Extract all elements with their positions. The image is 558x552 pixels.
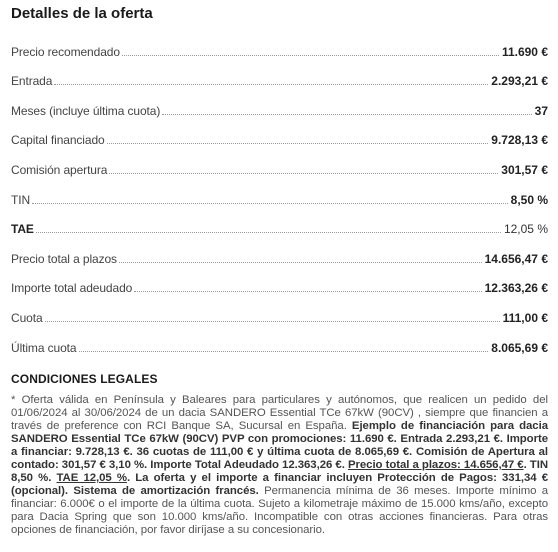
dotted-leader	[107, 143, 489, 144]
detail-label: Capital financiado	[11, 133, 105, 148]
detail-label: Comisión apertura	[11, 162, 108, 177]
dotted-leader	[162, 114, 531, 115]
legal-text-intro: * Oferta válida en Península y Baleares para particulares y autónomos, que realicen un pedido del 01/06/2024 al 30/06/2024 de un dacia SANDERO Essential TCe 67kW (90CV) , siempre que financien a través de preference con RCI Banque SA, Sucursal en España.	[11, 393, 548, 432]
legal-conditions-title: CONDICIONES LEGALES	[11, 371, 158, 386]
detail-value: 301,57 €	[501, 162, 548, 177]
detail-label: TAE	[11, 222, 34, 237]
detail-value: 111,00 €	[502, 310, 548, 325]
detail-row-meses	[11, 88, 548, 118]
dotted-leader	[54, 84, 488, 85]
detail-label: Cuota	[11, 310, 43, 325]
detail-label: Última cuota	[11, 340, 77, 355]
dotted-leader	[119, 262, 482, 263]
detail-value: 37	[534, 103, 548, 118]
detail-value: 12.363,26 €	[484, 281, 548, 296]
legal-text-conditions: Permanencia mínima de 36 meses. Importe mínimo a financiar: 6.000€ o el importe de la última cuota. Sujeto a kilometraje máximo de 15.000 kms/año, excepto para Dacia Spring que son 10.000 kms/año. Incompatible con otras acciones financieras. Para otras opciones de financiación, por favor diríjase a su concesionario.	[11, 485, 549, 537]
offer-title: Detalles de la oferta	[11, 5, 153, 22]
legal-financing-example: Ejemplo de financiación para dacia SANDERO Essential TCe 67kW (90CV) PVP con promociones: 11.690 €. Entrada 2.293,21 €. Importe a financiar: 9.728,13 €. 36 cuotas de 111,00 € y última cuota de 8.065,69 €. Comisión de Apertura al contado: 301,57 € 3,10 %. Importe Total Adeudado 12.363,26 €.	[11, 419, 548, 471]
legal-precio-total-plazos: Precio total a plazos: 14.656,47 €	[347, 459, 524, 471]
detail-row-entrada	[11, 59, 548, 89]
legal-conditions-text	[11, 394, 548, 538]
detail-row-comision-apertura	[11, 147, 548, 177]
detail-row-tae	[11, 207, 548, 237]
dotted-leader	[122, 55, 499, 56]
detail-row-cuota	[11, 295, 548, 325]
detail-value: 2.293,21 €	[491, 74, 548, 89]
detail-row-tin	[11, 177, 548, 207]
dotted-leader	[134, 291, 481, 292]
detail-value: 14.656,47 €	[484, 251, 548, 266]
legal-tae: TAE 12,05 %	[56, 472, 127, 485]
detail-value: 9.728,13 €	[491, 133, 548, 148]
detail-label: Precio total a plazos	[11, 251, 117, 266]
dotted-leader	[79, 351, 489, 352]
legal-tin: . TIN 8,50 %.	[11, 459, 548, 485]
legal-payment-protection: . La oferta y el importe a financiar incluyen Protección de Pagos: 331,34 € (opcional). Sistema de amortización francés.	[11, 472, 548, 498]
detail-label: Importe total adeudado	[11, 281, 133, 296]
detail-label: Entrada	[11, 74, 53, 89]
detail-row-capital-financiado	[11, 118, 548, 148]
dotted-leader	[36, 232, 501, 233]
detail-value: 12,05 %	[503, 222, 548, 237]
detail-value: 11.690 €	[501, 44, 548, 59]
detail-row-ultima-cuota	[11, 325, 548, 355]
detail-value: 8.065,69 €	[491, 340, 548, 355]
detail-label: TIN	[11, 192, 31, 207]
detail-label: Precio recomendado	[11, 44, 120, 59]
detail-label: Meses (incluye última cuota)	[11, 103, 161, 118]
detail-row-precio-total-plazos	[11, 236, 548, 266]
dotted-leader	[32, 203, 508, 204]
offer-details-list	[11, 29, 548, 355]
dotted-leader	[109, 173, 498, 174]
detail-row-precio-recomendado	[11, 29, 548, 59]
dotted-leader	[45, 321, 500, 322]
detail-value: 8,50 %	[510, 192, 548, 207]
detail-row-importe-total-adeudado	[11, 266, 548, 296]
